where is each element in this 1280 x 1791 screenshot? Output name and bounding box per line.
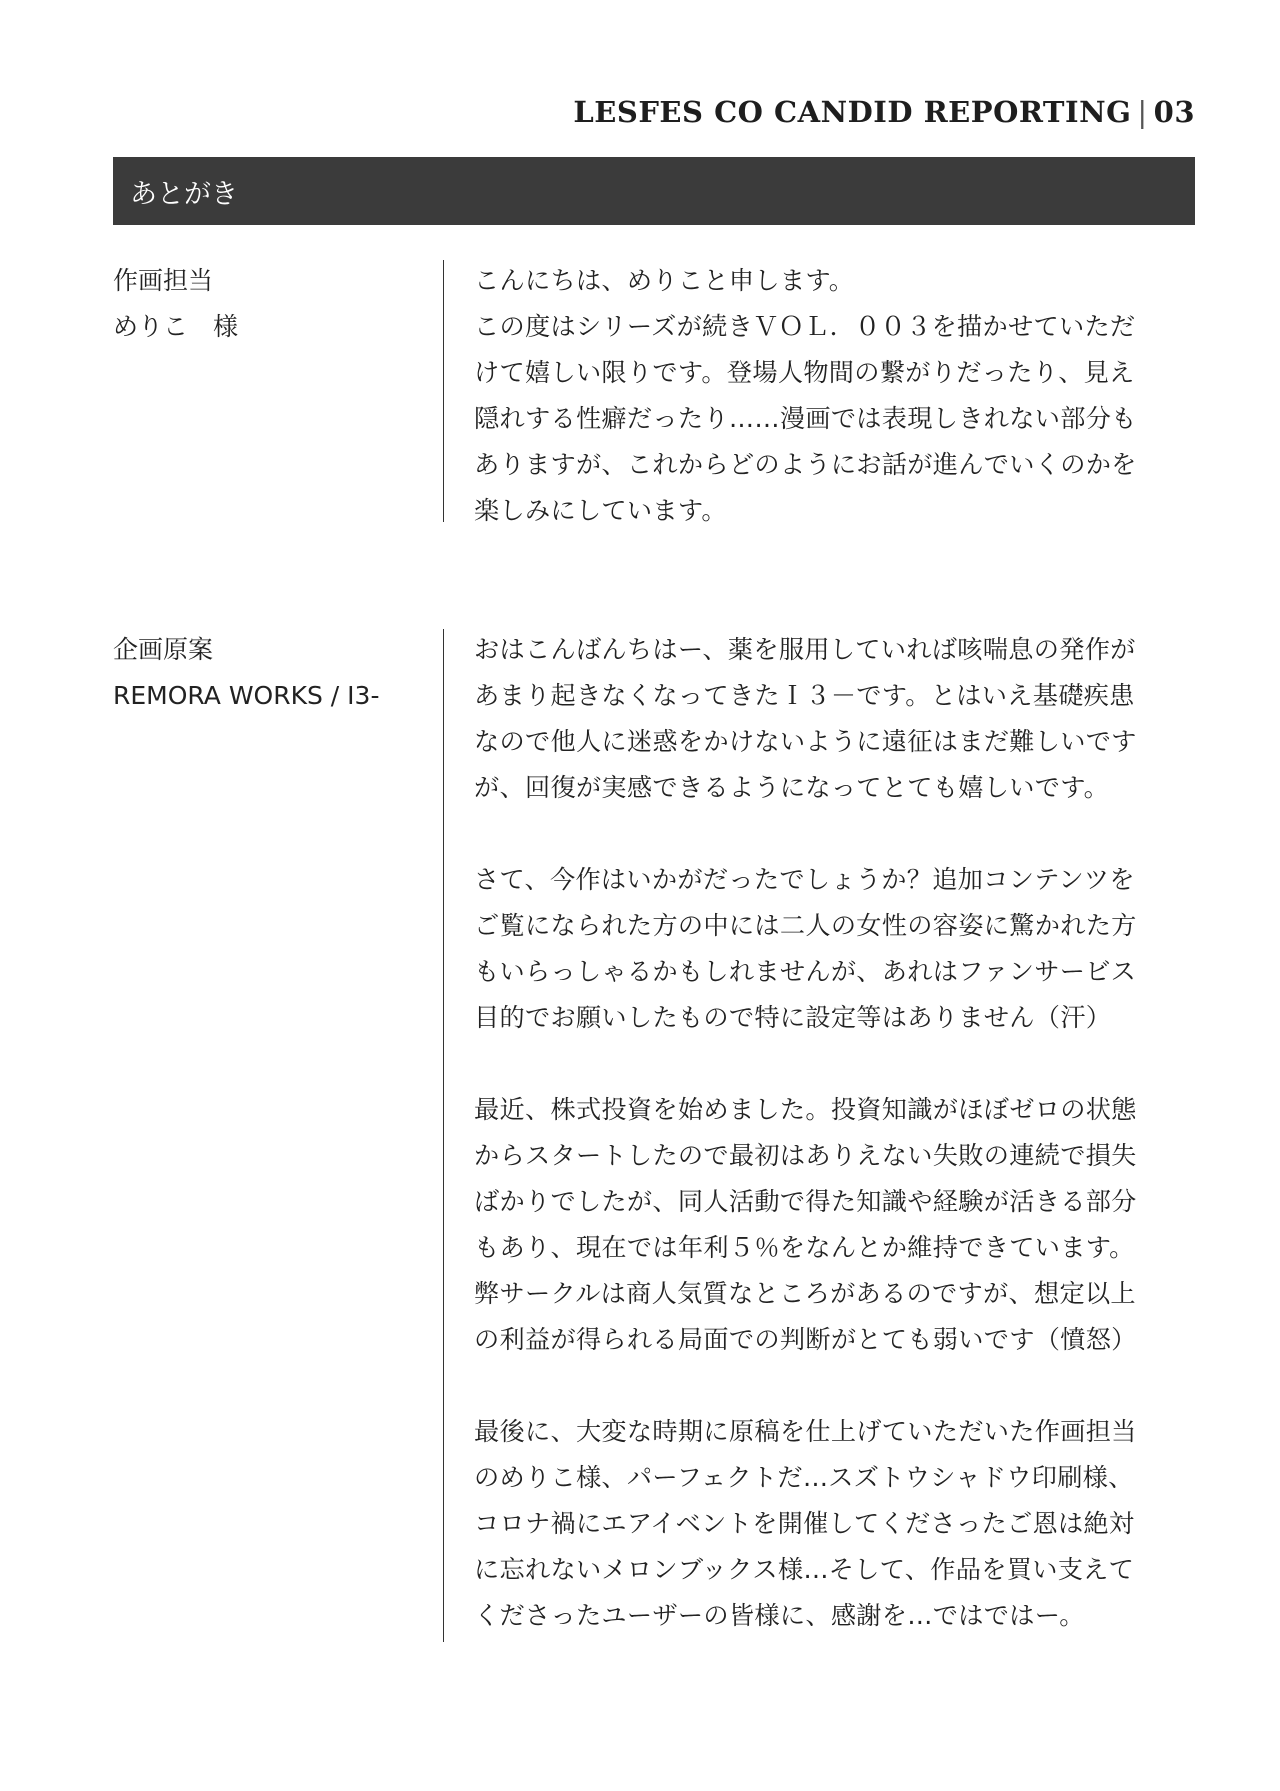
page-number: 03 (1153, 95, 1195, 129)
text-line: くださったユーザーの皆様に、感謝を…ではではー。 (474, 1601, 1085, 1630)
text-line: 弊サークルは商人気質なところがあるのですが、想定以上 (474, 1279, 1136, 1308)
afterword-artist (113, 258, 1195, 528)
text-line: 目的でお願いしたもので特に設定等はありません（汗） (474, 1003, 1112, 1032)
text-line: 最後に、大変な時期に原稿を仕上げていただいた作画担当 (474, 1417, 1137, 1446)
text-line: なので他人に迷惑をかけないように遠征はまだ難しいです (474, 727, 1137, 756)
credit-name: めりこ 様 (113, 312, 239, 341)
text-line: あまり起きなくなってきたＩ３－です。とはいえ基礎疾患 (474, 681, 1135, 710)
text-line: ばかりでしたが、同人活動で得た知識や経験が活きる部分 (474, 1187, 1137, 1216)
text-line: からスタートしたので最初はありえない失敗の連続で損失 (474, 1141, 1137, 1170)
credit-role: 作画担当 (113, 266, 214, 295)
text-line: こんにちは、めりこと申します。 (474, 266, 855, 295)
afterword-text (474, 258, 1195, 534)
text-line: のめりこ様、パーフェクトだ…スズトウシャドウ印刷様、 (474, 1463, 1134, 1492)
text-line: 楽しみにしています。 (474, 496, 727, 525)
column-divider (443, 629, 444, 1642)
credit-role: 企画原案 (113, 635, 214, 664)
text-line: もあり、現在では年利５％をなんとか維持できています。 (474, 1233, 1135, 1262)
paragraph-gap (474, 1363, 1195, 1409)
column-divider (443, 260, 444, 522)
text-line: おはこんばんちはー、薬を服用していれば咳喘息の発作が (474, 635, 1136, 664)
credit-block (113, 627, 413, 719)
section-title-bar (113, 157, 1195, 225)
afterword-planner (113, 627, 1195, 1657)
text-line: が、回復が実感できるようになってとても嬉しいです。 (474, 773, 1110, 802)
text-line: ご覧になられた方の中には二人の女性の容姿に驚かれた方 (474, 911, 1137, 940)
text-line: さて、今作はいかがだったでしょうか？追加コンテンツを (474, 865, 1135, 894)
afterword-text (474, 627, 1195, 1639)
text-line: けて嬉しい限りです。登場人物間の繋がりだったり、見え (474, 358, 1135, 387)
text-line: この度はシリーズが続きＶＯＬ．００３を描かせていただ (474, 312, 1136, 341)
credit-name: REMORA WORKS / I3- (113, 681, 380, 710)
credit-block (113, 258, 413, 350)
text-line: ありますが、これからどのようにお話が進んでいくのかを (474, 450, 1137, 479)
header-separator: | (1137, 95, 1148, 129)
text-line: 最近、株式投資を始めました。投資知識がほぼゼロの状態 (474, 1095, 1137, 1124)
header-title: LESFES CO CANDID REPORTING (573, 95, 1132, 129)
paragraph-gap (474, 1041, 1195, 1087)
page-header (573, 92, 1195, 132)
text-line: コロナ禍にエアイベントを開催してくださったご恩は絶対 (474, 1509, 1135, 1538)
text-line: に忘れないメロンブックス様…そして、作品を買い支えて (474, 1555, 1135, 1584)
text-line: 隠れする性癖だったり……漫画では表現しきれない部分も (474, 404, 1137, 433)
section-title: あとがき (130, 178, 238, 210)
text-line: の利益が得られる局面での判断がとても弱いです（憤怒） (474, 1325, 1137, 1354)
text-line: もいらっしゃるかもしれませんが、あれはファンサービス (474, 957, 1137, 986)
paragraph-gap (474, 811, 1195, 857)
